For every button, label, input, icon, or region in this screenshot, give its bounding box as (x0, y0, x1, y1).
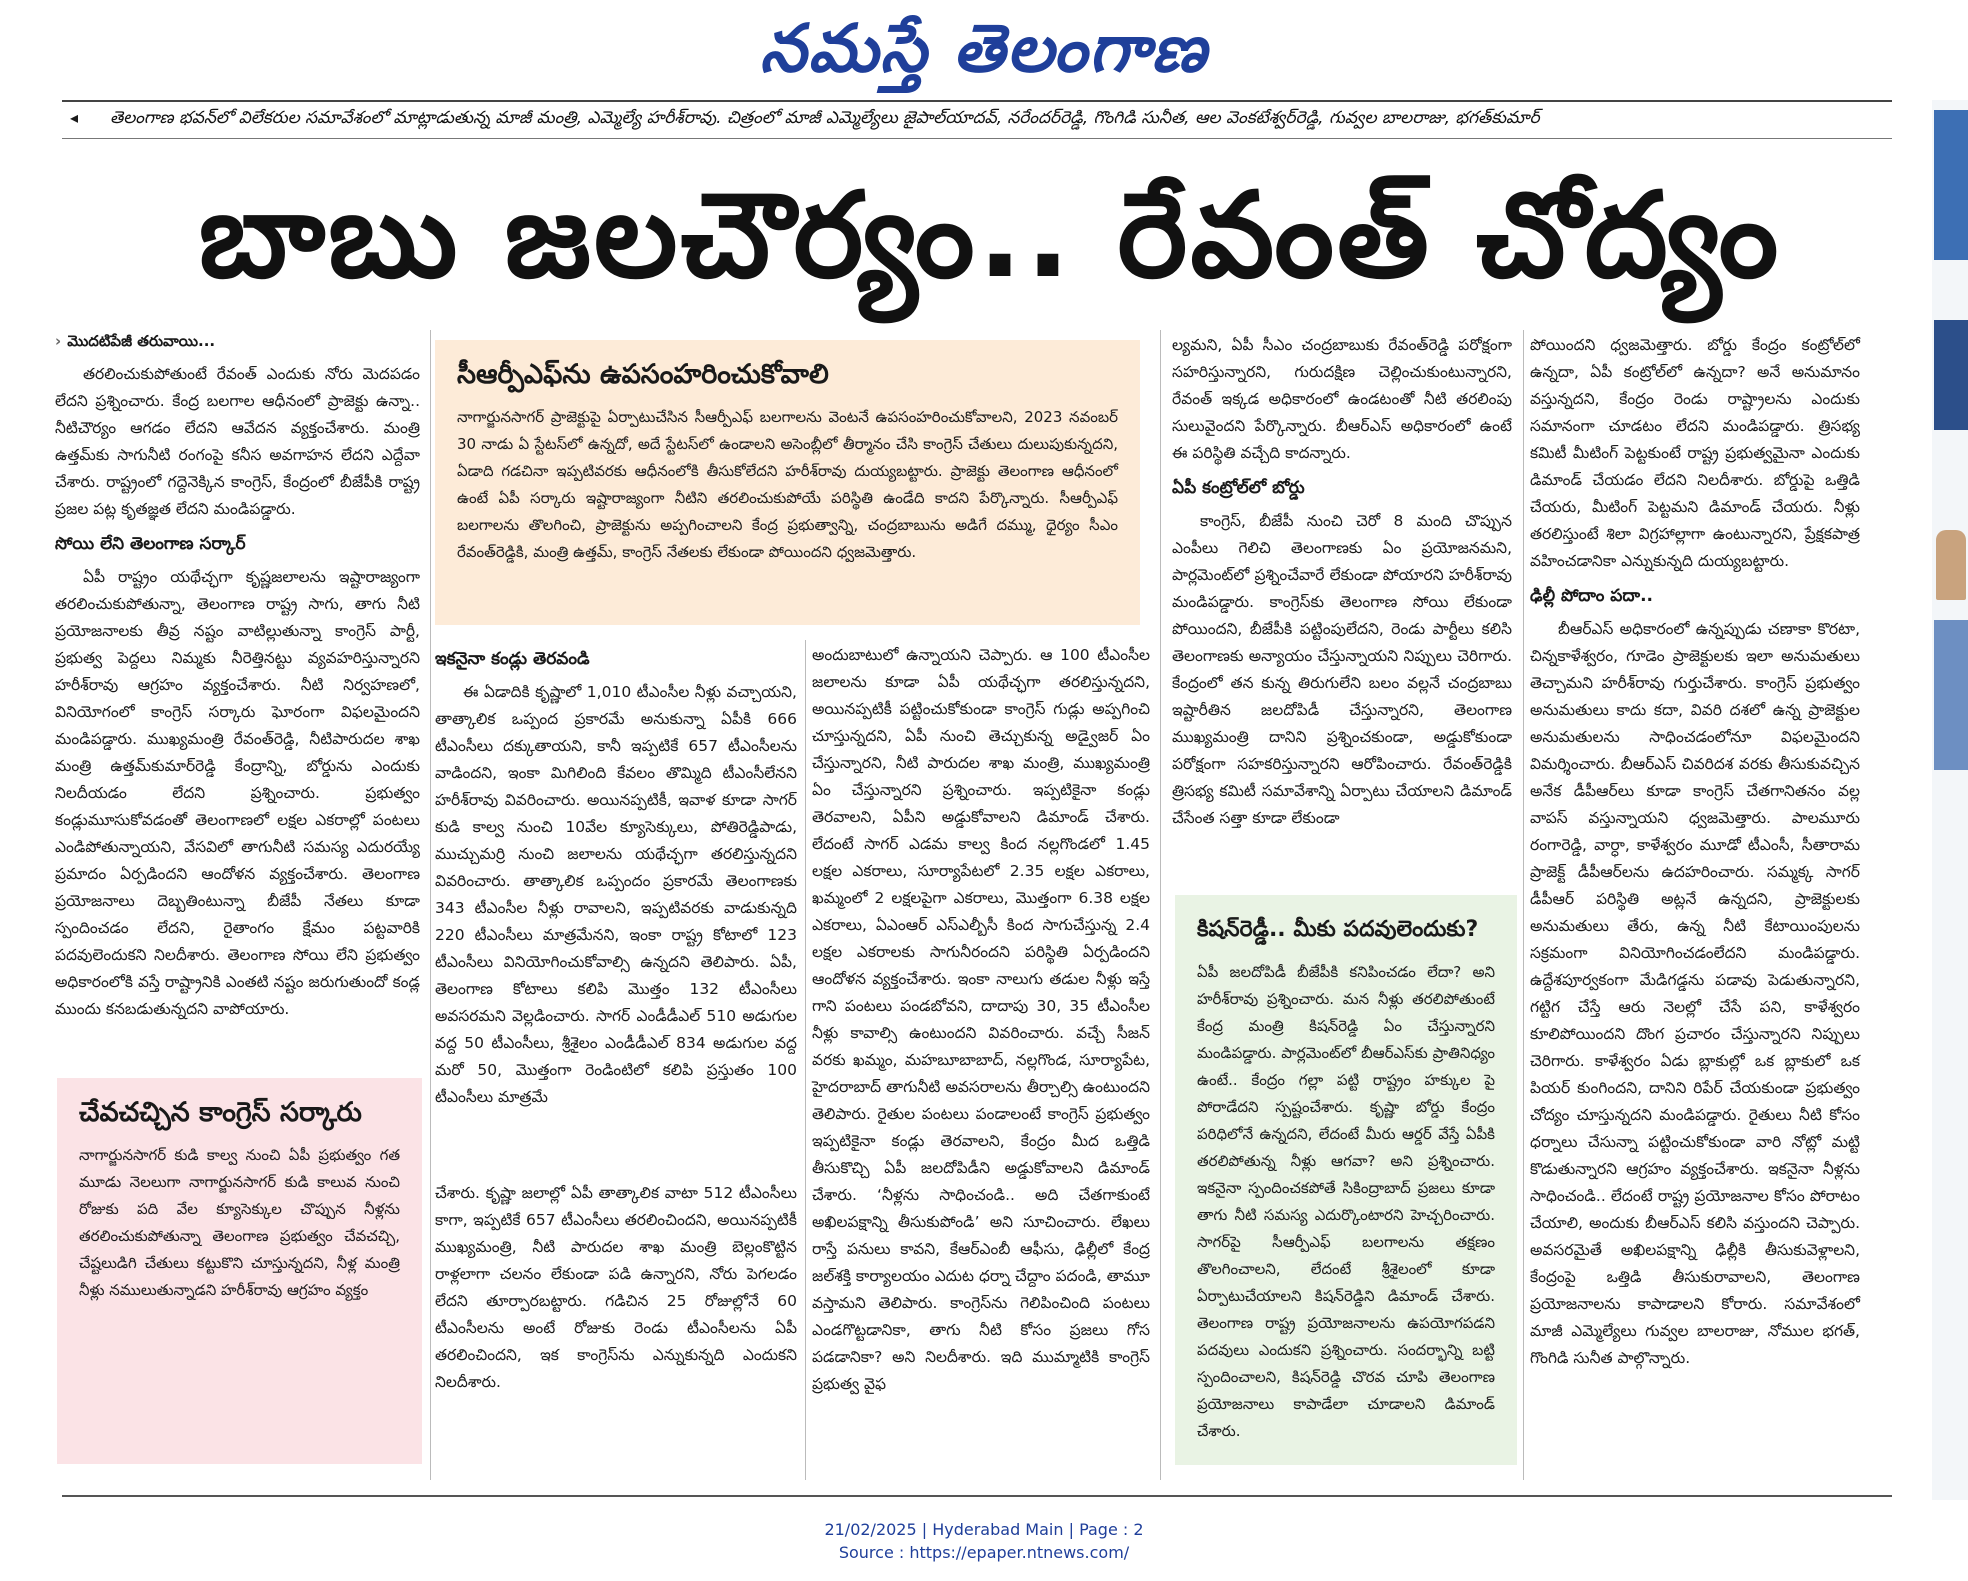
subheading: ఏపీ కంట్రోల్‌లో బోర్డు (1172, 478, 1305, 498)
photo-caption: తెలంగాణ భవన్‌లో విలేకరుల సమావేశంలో మాట్లాడుతున్న మాజీ మంత్రి, ఎమ్మెల్యే హరీశ్‌రావు. చిత్రంలో మాజీ ఎమ్మెల్యేలు జైపాల్‌యాదవ్, నరేందర్‌రెడ్డి, గొంగిడి సునీత, ఆల వెంకటేశ్వర్‌రెడ్డి, గువ్వల బాలరాజు, భగత్‌కుమార్ (110, 108, 1540, 128)
column-5 (1530, 332, 1860, 1372)
subheading: ఇకనైనా కండ్లు తెరవండి (435, 649, 590, 669)
paragraph: ఈ ఏడాదికి కృష్ణాలో 1,010 టీఎంసీల నీళ్లు వచ్చాయని, తాత్కాలిక ఒప్పంద ప్రకారమే అనుకున్నా ఏపీకి 666 టీఎంసీలు దక్కుతాయని, కానీ ఇప్పటికే 657 టీఎంసీలను వాడిందని, ఇంకా మిగిలింది కేవలం తొమ్మిది టీఎంసీలేనని హరీశ్‌రావు వివరించారు. అయినప్పటికీ, ఇవాళ కూడా సాగర్ కుడి కాల్వ నుంచి 10వేల క్యూసెక్కులు, పోతిరెడ్డిపాడు, ముచ్చుమర్రి నుంచి జలాలను యథేచ్ఛగా తరలిస్తున్నదని వివరించారు. తాత్కాలిక ఒప్పందం ప్రకారమే తెలంగాణకు 343 టీఎంసీల నీళ్లు రావాలని, ఇప్పటివరకు వాడుకున్నది 220 టీఎంసీలు మాత్రమేనని, ఇంకా రాష్ట్ర కోటాలో 123 టీఎంసీలు వినియోగించుకోవాల్సి ఉన్నదని తెలిపారు. ఏపీ, తెలంగాణ కోటాలు కలిపి మొత్తం 132 టీఎంసీలు అవసరమని వెల్లడించారు. సాగర్ ఎండీడీఎల్ 510 అడుగుల వద్ద 50 టీఎంసీలు, శ్రీశైలం ఎండీడీఎల్ 834 అడుగుల వద్ద మరో 50, మొత్తంగా రెండింటిలో కలిపి ప్రస్తుతం 100 టీఎంసీలు మాత్రమే (435, 683, 797, 1106)
column-1 (55, 328, 420, 1023)
paragraph: బీఆర్ఎస్ అధికారంలో ఉన్నప్పుడు చణాకా కొరటా, చిన్నకాళేశ్వరం, గూడెం ప్రాజెక్టులకు ఇలా అనుమతులు తెచ్చామని హరీశ్‌రావు గుర్తుచేశారు. కాంగ్రెస్ ప్రభుత్వం అనుమతులు కాదు కదా, వివరి దశలో ఉన్న ప్రాజెక్టుల అనుమతులను సాధించడంలోనూ విఫలమైందని విమర్శించారు. బీఆర్ఎస్ చివరిదశ వరకు తీసుకువచ్చిన అనేక డీపీఆర్‌లు కూడా కాంగ్రెస్ చేతగానితనం వల్ల వాపస్ వస్తున్నాయని ధ్వజమెత్తారు. పాలమూరు రంగారెడ్డి, వార్ధా, కాళేశ్వరం మూడో టీఎంసీ, సీతారామ ప్రాజెక్ట్ డీపీఆర్‌లను ఉదహరించారు. సమ్మక్క సాగర్ డీపీఆర్ పరిస్థితి అట్లనే ఉన్నదని, ప్రాజెక్టులకు అనుమతులు తేరు, ఉన్న నీటి కేటాయింపులను సక్రమంగా వినియోగించడంలేదని మండిపడ్డారు. ఉద్దేశపూర్వకంగా మేడిగడ్డను పడావు పెడుతున్నారని, గట్టిగ చేస్తే ఆరు నెలల్లో చేసే పని, కాళేశ్వరం కూలిపోయిందని దొంగ ప్రచారం చేస్తున్నారని నిప్పులు చెరిగారు. కాళేశ్వరం ఏడు బ్లాకుల్లో ఒక బ్లాకులో ఒక పియర్ కుంగిందని, దానిని రిపేర్ చేయకుండా ప్రభుత్వం చోద్యం చూస్తున్నదని మండిపడ్డారు. రైతులు నీటి కోసం ధర్నాలు చేసున్నా పట్టించుకోకుండా వారి నోట్లో మట్టి కొడుతున్నారని ఆగ్రహం వ్యక్తంచేశారు. ఇకనైనా నీళ్లను సాధించండి.. లేదంటే రాష్ట్ర ప్రయోజనాల కోసం పోరాటం చేయాలి, అందుకు బీఆర్ఎస్ కలిసి వస్తుందని చెప్పారు. అవసరమైతే అఖిలపక్షాన్ని ఢిల్లీకి తీసుకువెళ్లాలని, కేంద్రంపై ఒత్తిడి తీసుకురావాలని, తెలంగాణ ప్రయోజనాలను కాపాడాలని కోరారు. సమావేశంలో మాజీ ఎమ్మెల్యేలు గువ్వల బాలరాజు, నోముల భగత్, గొంగిడి సునీత పాల్గొన్నారు. (1530, 620, 1860, 1367)
subheading: ఢిల్లీ పోదాం పదా.. (1530, 586, 1653, 606)
footer-date-edition: 21/02/2025 | Hyderabad Main | Page : 2 (824, 1520, 1144, 1539)
box-text: నాగార్జునసాగర్ కుడి కాల్వ నుంచి ఏపీ ప్రభుత్వం గత మూడు నెలలుగా నాగార్జునసాగర్ కుడి కాలువ నుంచి రోజుకు పది వేల క్యూసెక్కుల చొప్పున నీళ్లను తరలించుకుపోతున్నా తెలంగాణ ప్రభుత్వం చేవచచ్చి, చేష్టలుడిగి చేతులు కట్టుకొని చూస్తున్నదని, నీళ్ల మంత్రి నీళ్లు నములుతున్నాడని హరీశ్‌రావు ఆగ్రహం వ్యక్తం (79, 1146, 400, 1299)
paragraph: కాంగ్రెస్, బీజేపీ నుంచి చెరో 8 మంది చొప్పున ఎంపీలు గెలిచి తెలంగాణకు ఏం ప్రయోజనమని, పార్లమెంట్‌లో ప్రశ్నించేవారే లేకుండా పోయారని హరీశ్‌రావు మండిపడ్డారు. కాంగ్రెస్‌కు తెలంగాణ సోయి లేకుండా పోయిందని, బీజేపీకి పట్టింపులేదని, రెండు పార్టీలు కలిసి తెలంగాణకు అన్యాయం చేస్తున్నాయని నిప్పులు చెరిగారు. కేంద్రంలో తన కున్న తిరుగులేని బలం వల్లనే చంద్రబాబు ఇష్టారీతిన జలదోపిడీ చేస్తున్నారని, తెలంగాణ ముఖ్యమంత్రి దానిని ప్రశ్నించకుండా, అడ్డుకోకుండా పరోక్షంగా సహకరిస్తున్నారని ఆరోపించారు. రేవంత్‌రెడ్డికి త్రిసభ్య కమిటీ సమావేశాన్ని ఏర్పాటు చేయాలని డిమాండ్ చేసేంత సత్తా కూడా లేకుండా (1172, 512, 1512, 827)
congress-box (57, 1078, 422, 1464)
box-title: కిషన్‌రెడ్డీ.. మీకు పదవులెందుకు? (1197, 917, 1479, 942)
chevron-right-icon: › (55, 332, 62, 350)
paragraph: ఏపీ రాష్ట్రం యథేచ్ఛగా కృష్ణజలాలను ఇష్టారాజ్యంగా తరలించుకుపోతున్నా, తెలంగాణ రాష్ట్ర సాగు, తాగు నీటి ప్రయోజనాలకు తీవ్ర నష్టం వాటిల్లుతున్నా కాంగ్రెస్ పార్టీ, ప్రభుత్వ పెద్దలు నిమ్మకు నీరెత్తినట్టు వ్యవహరిస్తున్నారని హరీశ్‌రావు ఆగ్రహం వ్యక్తంచేశారు. నీటి నిర్వహణలో, వినియోగంలో కాంగ్రెస్ సర్కారు ఘోరంగా విఫలమైందని మండిపడ్డారు. ముఖ్యమంత్రి రేవంత్‌రెడ్డి, నీటిపారుదల శాఖ మంత్రి ఉత్తమ్‌కుమార్‌రెడ్డి కేంద్రాన్ని, బోర్డును ఎందుకు నిలదీయడం లేదని ప్రశ్నించారు. ప్రభుత్వం కండ్లుమూసుకోవడంతో తెలంగాణలో లక్షల ఎకరాల్లో పంటలు ఎండిపోతున్నాయని, వేసవిలో తాగునీటి సమస్య ఎదురయ్యే ప్రమాదం ఏర్పడిందని ఆందోళన వ్యక్తంచేశారు. తెలంగాణ ప్రయోజనాలు దెబ్బతింటున్నా బీజేపీ నేతలు కూడా స్పందించడం లేదని, రైతాంగం క్షేమం పట్టవారికి పదవులెందుకని నిలదీశారు. తెలంగాణ సోయి లేని ప్రభుత్వం అధికారంలోకి వస్తే రాష్ట్రానికి ఎంతటి నష్టం జరుగుతుందో కండ్ల ముందు కనబడుతున్నదని వాపోయారు. (55, 568, 420, 1018)
column-3 (812, 642, 1150, 1398)
box-title: సీఆర్పీఎఫ్‌ను ఉపసంహరించుకోవాలి (457, 359, 829, 390)
column-4 (1172, 332, 1512, 832)
paragraph: తరలించుకుపోతుంటే రేవంత్ ఎందుకు నోరు మెదపడం లేదని ప్రశ్నించారు. కేంద్ర బలగాల ఆధీనంలో ప్రాజెక్టు ఉన్నా.. నీటిచౌర్యం ఆగడం లేదని ఆవేదన వ్యక్తంచేశారు. మంత్రి ఉత్తమ్‌కు సాగునీటి రంగంపై కనీస అవగాహన లేదని ఎద్దేవా చేశారు. రాష్ట్రంలో గద్దెనెక్కిన కాంగ్రెస్, కేంద్రంలో బీజేపీకి రాష్ట్ర ప్రజల పట్ల కృతజ్ఞత లేదని మండిపడ్డారు. (55, 365, 420, 518)
caption-arrow-icon: ◂ (70, 108, 79, 127)
headline: బాబు జలచౌర్యం.. రేవంత్ చోద్యం (198, 166, 1782, 304)
column-divider (1523, 330, 1524, 1480)
caption-rule (62, 138, 1892, 139)
ad-block (1934, 320, 1968, 430)
subheading: సోయి లేని తెలంగాణ సర్కార్ (55, 534, 246, 554)
footer-source: Source : https://epaper.ntnews.com/ (838, 1543, 1130, 1562)
column-divider (1160, 330, 1161, 1480)
crpf-box (435, 340, 1140, 625)
column-2 (435, 638, 797, 1111)
side-advertisement (1932, 100, 1968, 1500)
ad-block (1934, 620, 1968, 770)
kishan-reddy-box (1175, 895, 1517, 1465)
top-rule (62, 100, 1892, 102)
paragraph: అందుబాటులో ఉన్నాయని చెప్పారు. ఆ 100 టీఎంసీల జలాలను కూడా ఏపీ యథేచ్ఛగా తరలిస్తున్నదని, అయినప్పటికీ పట్టించుకోకుండా కాంగ్రెస్ గుడ్లు అప్పగించి చూస్తున్నదని, ఏపీ నుంచి తెచ్చుకున్న అడ్వైజర్ ఏం చేస్తున్నారని, నీటి పారుదల శాఖ మంత్రి, ముఖ్యమంత్రి ఏం చేస్తున్నారని ప్రశ్నించారు. ఇప్పటికైనా కండ్లు తెరవాలని, ఏపీని అడ్డుకోవాలని డిమాండ్ చేశారు. లేదంటే సాగర్ ఎడమ కాల్వ కింద నల్లగొండలో 1.45 లక్షల ఎకరాలు, సూర్యాపేటలో 2.35 లక్షల ఎకరాలు, ఖమ్మంలో 2 లక్షలపైగా ఎకరాలు, మొత్తంగా 6.38 లక్షల ఎకరాలు, ఏఎంఆర్ ఎస్ఎల్బీసీ కింద సాగుచేస్తున్న 2.4 లక్షల ఎకరాలకు సాగునీరందని పరిస్థితి ఏర్పడిందని ఆందోళన వ్యక్తంచేశారు. ఇంకా నాలుగు తడుల నీళ్లు ఇస్తే గాని పంటలు పండబోవని, దాదాపు 30, 35 టీఎంసీల నీళ్లు కావాల్సి ఉంటుందని వివరించారు. వచ్చే సీజన్ వరకు ఖమ్మం, మహబూబాబాద్, నల్లగొండ, సూర్యాపేట, హైదరాబాద్ తాగునీటి అవసరాలను తీర్చాల్సి ఉంటుందని తెలిపారు. రైతుల పంటలు పండాలంటే కాంగ్రెస్ ప్రభుత్వం ఇప్పటికైనా కండ్లు తెరవాలని, కేంద్రం మీద ఒత్తిడి తీసుకొచ్చి ఏపీ జలదోపిడీని అడ్డుకోవాలని డిమాండ్ చేశారు. ‘నీళ్లను సాధించండి.. అది చేతగాకుంటే అఖిలపక్షాన్ని తీసుకుపోండి’ అని సూచించారు. లేఖలు రాస్తే పనులు కావని, కేఆర్ఎంబీ ఆఫీసు, ఢిల్లీలో కేంద్ర జల్‌శక్తి కార్యాలయం ఎదుట ధర్నా చేద్దాం పదండి, తామూ వస్తామని తెలిపారు. కాంగ్రెస్‌ను గెలిపించింది పంటలు ఎండగొట్టడానికా, తాగు నీటి కోసం ప్రజలు గోస పడడానికా? అని నిలదీశారు. ఇది ముమ్మాటికి కాంగ్రెస్ ప్రభుత్వ వైఫ (812, 646, 1150, 1393)
bottom-rule (62, 1495, 1892, 1497)
column-divider (430, 330, 431, 1480)
box-text: నాగార్జునసాగర్ ప్రాజెక్టుపై ఏర్పాటుచేసిన సీఆర్పీఎఫ్ బలగాలను వెంటనే ఉపసంహరించుకోవాలని, 2023 నవంబర్ 30 నాడు ఏ స్టేటస్‌లో ఉన్నదో, అదే స్టేటస్‌లో ఉండాలని అసెంబ్లీలో తీర్మానం చేసి కాంగ్రెస్ చేతులు దులుపుకున్నదని, ఏడాది గడచినా ఇప్పటివరకు ఆధీనంలోకి తీసుకోలేదని హరీశ్‌రావు దుయ్యబట్టారు. ప్రాజెక్టు తెలంగాణ ఆధీనంలో ఉంటే ఏపీ సర్కారు ఇష్టారాజ్యంగా నీటిని తరలించుకుపోయే పరిస్థితి ఉండేది కాదని పేర్కొన్నారు. సీఆర్పీఎఫ్ బలగాలను తొలగించి, ప్రాజెక్టును అప్పగించాలని కేంద్ర ప్రభుత్వాన్ని, చంద్రబాబును అడిగే దమ్ము, ధైర్యం సీఎం రేవంత్‌రెడ్డికి, మంత్రి ఉత్తమ్, కాంగ్రెస్ నేతలకు లేకుండా పోయిందని ధ్వజమెత్తారు. (457, 408, 1118, 561)
box-title: చేవచచ్చిన కాంగ్రెస్ సర్కారు (79, 1097, 362, 1128)
paragraph: పోయిందని ధ్వజమెత్తారు. బోర్డు కేంద్రం కంట్రోల్‌లో ఉన్నదా, ఏపీ కంట్రోల్‌లో ఉన్నదా? అనే అనుమానం వస్తున్నదని, కేంద్రం రెండు రాష్ట్రాలను ఎందుకు సమానంగా చూడటం లేదని మండిపడ్డారు. త్రిసభ్య కమిటీ మీటింగ్ పెట్టకుంటే రాష్ట్ర ప్రభుత్వమైనా ఎందుకు డిమాండ్ చేయడం లేదని నిలదీశారు. బోర్డుపై ఒత్తిడి చేయరు, మీటింగ్ పెట్టమని డిమాండ్ చేయరు. నీళ్లు తరలిస్తుంటే శిలా విగ్రహాల్లాగా ఉంటున్నారని, ప్రేక్షకపాత్ర వహించడానికా ఎన్నుకున్నది దుయ్యబట్టారు. (1530, 336, 1860, 570)
column-2-continued (435, 1180, 797, 1396)
column-divider (805, 640, 806, 1480)
ad-block (1934, 110, 1968, 260)
continued-label: › మొదటిపేజీ తరువాయి... (55, 332, 216, 350)
paragraph: చేశారు. కృష్ణా జలాల్లో ఏపీ తాత్కాలిక వాటా 512 టీఎంసీలు కాగా, ఇప్పటికే 657 టీఎంసీలు తరలించిందని, అయినప్పటికీ ముఖ్యమంత్రి, నీటి పారుదల శాఖ మంత్రి బెల్లంకొట్టిన రాళ్లలాగా చలనం లేకుండా పడి ఉన్నారని, నోరు పెగలడం లేదని తూర్పారబట్టారు. గడిచిన 25 రోజుల్లోనే 60 టీఎంసీలను అంటే రోజుకు రెండు టీఎంసీలను ఏపీ తరలించిందని, ఇక కాంగ్రెస్‌ను ఎన్నుకున్నది ఎందుకని నిలదీశారు. (435, 1184, 797, 1391)
paragraph: ల్యమని, ఏపీ సీఎం చంద్రబాబుకు రేవంత్‌రెడ్డి పరోక్షంగా సహరిస్తున్నారని, గురుదక్షిణ చెల్లించుకుంటున్నారని, రేవంత్ ఇక్కడ అధికారంలో ఉండటంతో నీటి తరలింపు సులువైందని పేర్కొన్నారు. బీఆర్ఎస్ అధికారంలో ఉంటే ఈ పరిస్థితి వచ్చేది కాదన్నారు. (1172, 336, 1512, 462)
ad-photo (1936, 530, 1966, 600)
box-text: ఏపీ జలదోపిడీ బీజేపీకి కనిపించడం లేదా? అని హరీశ్‌రావు ప్రశ్నించారు. మన నీళ్లు తరలిపోతుంటే కేంద్ర మంత్రి కిషన్‌రెడ్డి ఏం చేస్తున్నారని మండిపడ్డారు. పార్లమెంట్‌లో బీఆర్ఎస్‌కు ప్రాతినిధ్యం ఉంటే.. కేంద్రం గల్లా పట్టి రాష్ట్రం హక్కుల పై పోరాడేదని స్పష్టంచేశారు. కృష్ణా బోర్డు కేంద్రం పరిధిలోనే ఉన్నదని, లేదంటే మీరు ఆర్డర్ వేస్తే ఏపీకి తరలిపోతున్న నీళ్లు ఆగవా? అని ప్రశ్నించారు. ఇకనైనా స్పందించకపోతే సికింద్రాబాద్ ప్రజలు కూడా తాగు నీటి సమస్య ఎదుర్కొంటారని హెచ్చరించారు. సాగర్‌పై సీఆర్పీఎఫ్ బలగాలను తక్షణం తొలగించాలని, లేదంటే శ్రీశైలంలో కూడా ఏర్పాటుచేయాలని కిషన్‌రెడ్డిని డిమాండ్ చేశారు. తెలంగాణ రాష్ట్ర ప్రయోజనాలను ఉపయోగపడని పదవులు ఎందుకని ప్రశ్నించారు. సందర్భాన్ని బట్టి స్పందించాలని, కిషన్‌రెడ్డి చొరవ చూపి తెలంగాణ ప్రయోజనాలు కాపాడేలా చూడాలని డిమాండ్ చేశారు. (1197, 963, 1495, 1440)
masthead-logo: నమస్తే తెలంగాణ (759, 9, 1209, 87)
